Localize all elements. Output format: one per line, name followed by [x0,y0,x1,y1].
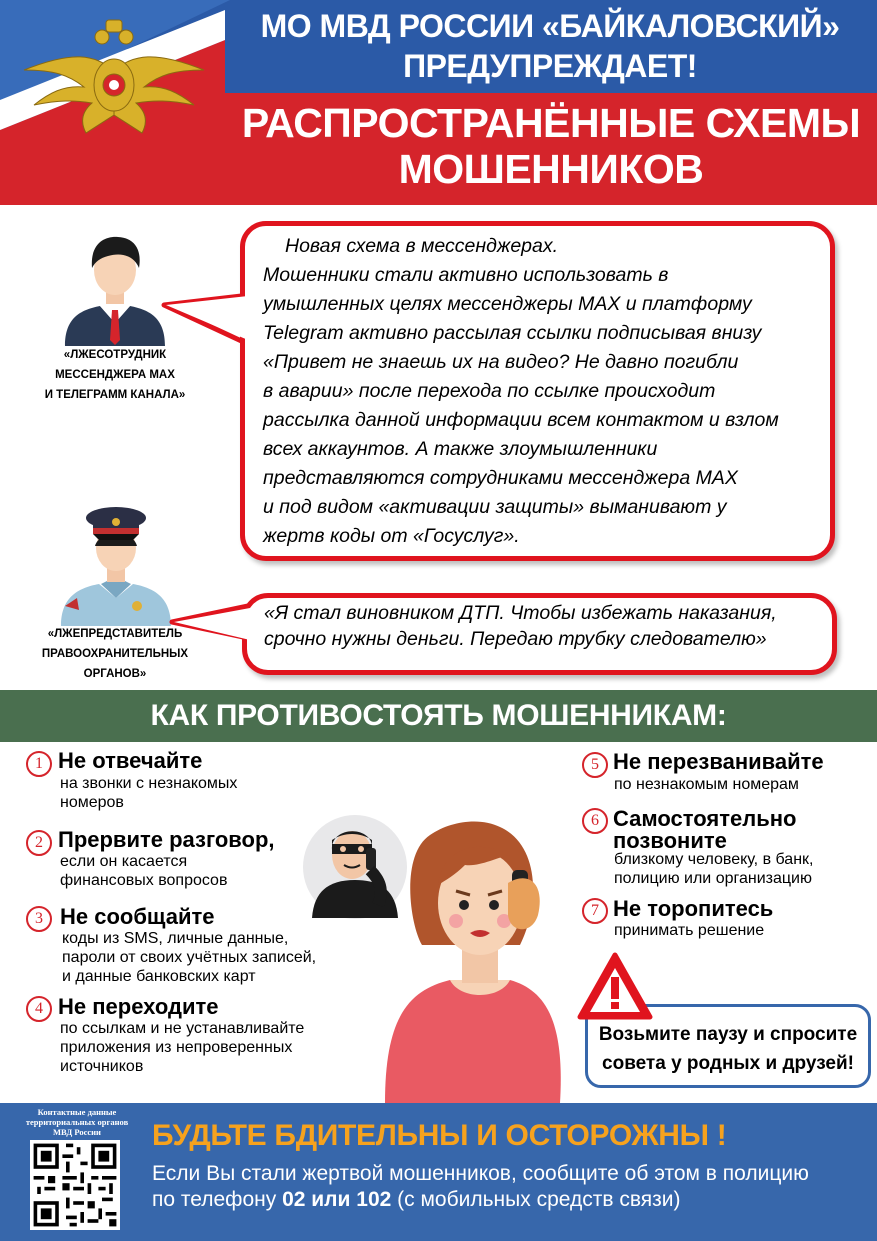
warning-triangle-icon [577,952,653,1020]
footer-text-line: Если Вы стали жертвой мошенников, сообщите об этом в полицию [152,1162,809,1185]
subtitle-line-1: РАСПРОСТРАНЁННЫЕ СХЕМЫ [241,100,861,146]
footer-title: БУДЬТЕ БДИТЕЛЬНЫ И ОСТОРОЖНЫ ! [152,1119,727,1152]
contacts-line: МВД России [53,1127,101,1137]
tip-line: по незнакомым номерам [614,776,799,793]
speech-bubble-tail-cover [174,606,250,642]
scheme-1-line: Telegram активно рассылая ссылки подписывая внизу [263,322,762,344]
qr-code-pattern [30,1140,120,1230]
caption-line: ПРАВООХРАНИТЕЛЬНЫХ [41,648,189,660]
scheme-1-line: Новая схема в мессенджерах. [285,235,559,257]
contacts-line: Контактные данные [37,1107,117,1117]
tip-6-text [614,850,813,888]
tip-3-text [62,929,316,986]
warning-line: Возьмите паузу и спросите [598,1024,858,1045]
caption-line: И ТЕЛЕГРАММ КАНАЛА» [44,389,186,401]
tip-7-text [614,921,764,940]
contacts-line: территориальных органов [25,1117,129,1127]
footer-phone-numbers: 02 или 102 [282,1188,392,1211]
tip-line: принимать решение [614,922,765,939]
tip-2-text [60,852,227,890]
tip-4-title: Не переходите [58,994,219,1019]
tip-6-title [613,808,796,852]
contacts-label [22,1107,132,1137]
scheme-1-line: «Привет не знаешь их на видео? Не давно погибли [263,351,739,373]
scheme-1-line: и под видом «активации защиты» выманивают у [263,496,727,518]
scheme-2-text [264,600,824,652]
scheme-2-line: «Я стал виновником ДТП. Чтобы избежать наказания, [264,602,777,624]
tip-line: коды из SMS, личные данные, [62,930,289,947]
scheme-1-line: в аварии» после перехода по ссылке происходит [263,380,716,402]
scheme-1-line: всех аккаунтов. А также злоумышленники [263,438,658,460]
tip-number-badge: 3 [26,906,52,932]
tip-line: и данные банковских карт [62,968,256,985]
tip-2-title: Прервите разговор, [58,827,275,852]
fake-messenger-employee-avatar-icon [60,228,170,346]
tip-line: полицию или организацию [614,870,812,887]
scheme-1-text [263,232,823,551]
tip-number-badge: 2 [26,830,52,856]
qr-code-icon[interactable] [30,1140,120,1230]
tip-line: близкому человеку, в банк, [614,851,814,868]
tip-line: приложения из непроверенных [60,1039,293,1056]
tip-5-text [614,775,799,794]
tip-4-text [60,1019,304,1076]
caption-line: МЕССЕНДЖЕРА МАХ [55,369,175,381]
tip-1-text [60,774,237,812]
scheme-1-line: рассылка данной информации всем контактом и взлом [263,409,779,431]
speech-bubble-tail-cover [166,292,248,342]
tip-1-title: Не отвечайте [58,748,203,773]
page-subtitle [225,100,877,192]
footer-phone-prefix: по телефону [152,1188,283,1211]
tip-5-title: Не перезванивайте [613,749,824,774]
page-title [240,6,860,86]
scheme-2-line: срочно нужны деньги. Передаю трубку следователю» [264,628,767,650]
tip-line: если он касается [60,853,188,870]
scheme-1-line: Мошенники стали активно использовать в [263,264,669,286]
tip-7-title: Не торопитесь [613,896,774,921]
tip-number-badge: 4 [26,996,52,1022]
caption-line: «ЛЖЕПРЕДСТАВИТЕЛЬ [47,628,183,640]
tip-line: пароли от своих учётных записей, [62,949,317,966]
tip-line: по ссылкам и не устанавливайте [60,1020,305,1037]
footer-text-line [152,1187,852,1213]
footer-text [152,1161,852,1213]
scheme-1-line: представляются сотрудниками мессенджера МАХ [263,467,738,489]
title-line-2: ПРЕДУПРЕЖДАЕТ! [403,48,697,84]
how-to-title: КАК ПРОТИВОСТОЯТЬ МОШЕННИКАМ: [150,699,727,732]
caption-line: «ЛЖЕСОТРУДНИК [63,349,167,361]
scheme-1-line: жертв коды от «Госуслуг». [263,525,520,547]
fake-police-officer-avatar-icon [57,498,175,626]
caption-line: ОРГАНОВ» [83,668,147,680]
subtitle-line-2: МОШЕННИКОВ [398,146,704,192]
tip-line: на звонки с незнакомых [60,775,238,792]
tip-number-badge: 6 [582,808,608,834]
tip-number-badge: 1 [26,751,52,777]
scheme-1-line: умышленных целях мессенджеры МАХ и платформу [263,293,752,315]
worried-woman-on-phone-illustration-icon [380,815,580,1103]
tip-line: номеров [60,794,124,811]
tip-line: источников [60,1058,144,1075]
tip-6-title-line: позвоните [613,828,727,853]
tip-6-title-line: Самостоятельно [613,806,797,831]
warning-text [590,1020,866,1078]
warning-line: совета у родных и друзей! [602,1053,854,1074]
tip-line: финансовых вопросов [60,872,228,889]
double-headed-eagle-emblem-icon [14,15,214,140]
tip-number-badge: 5 [582,752,608,778]
footer-phone-suffix: (с мобильных средств связи) [391,1188,681,1211]
tip-3-title: Не сообщайте [60,904,215,929]
tip-number-badge: 7 [582,898,608,924]
title-line-1: МО МВД РОССИИ «БАЙКАЛОВСКИЙ» [260,8,840,44]
